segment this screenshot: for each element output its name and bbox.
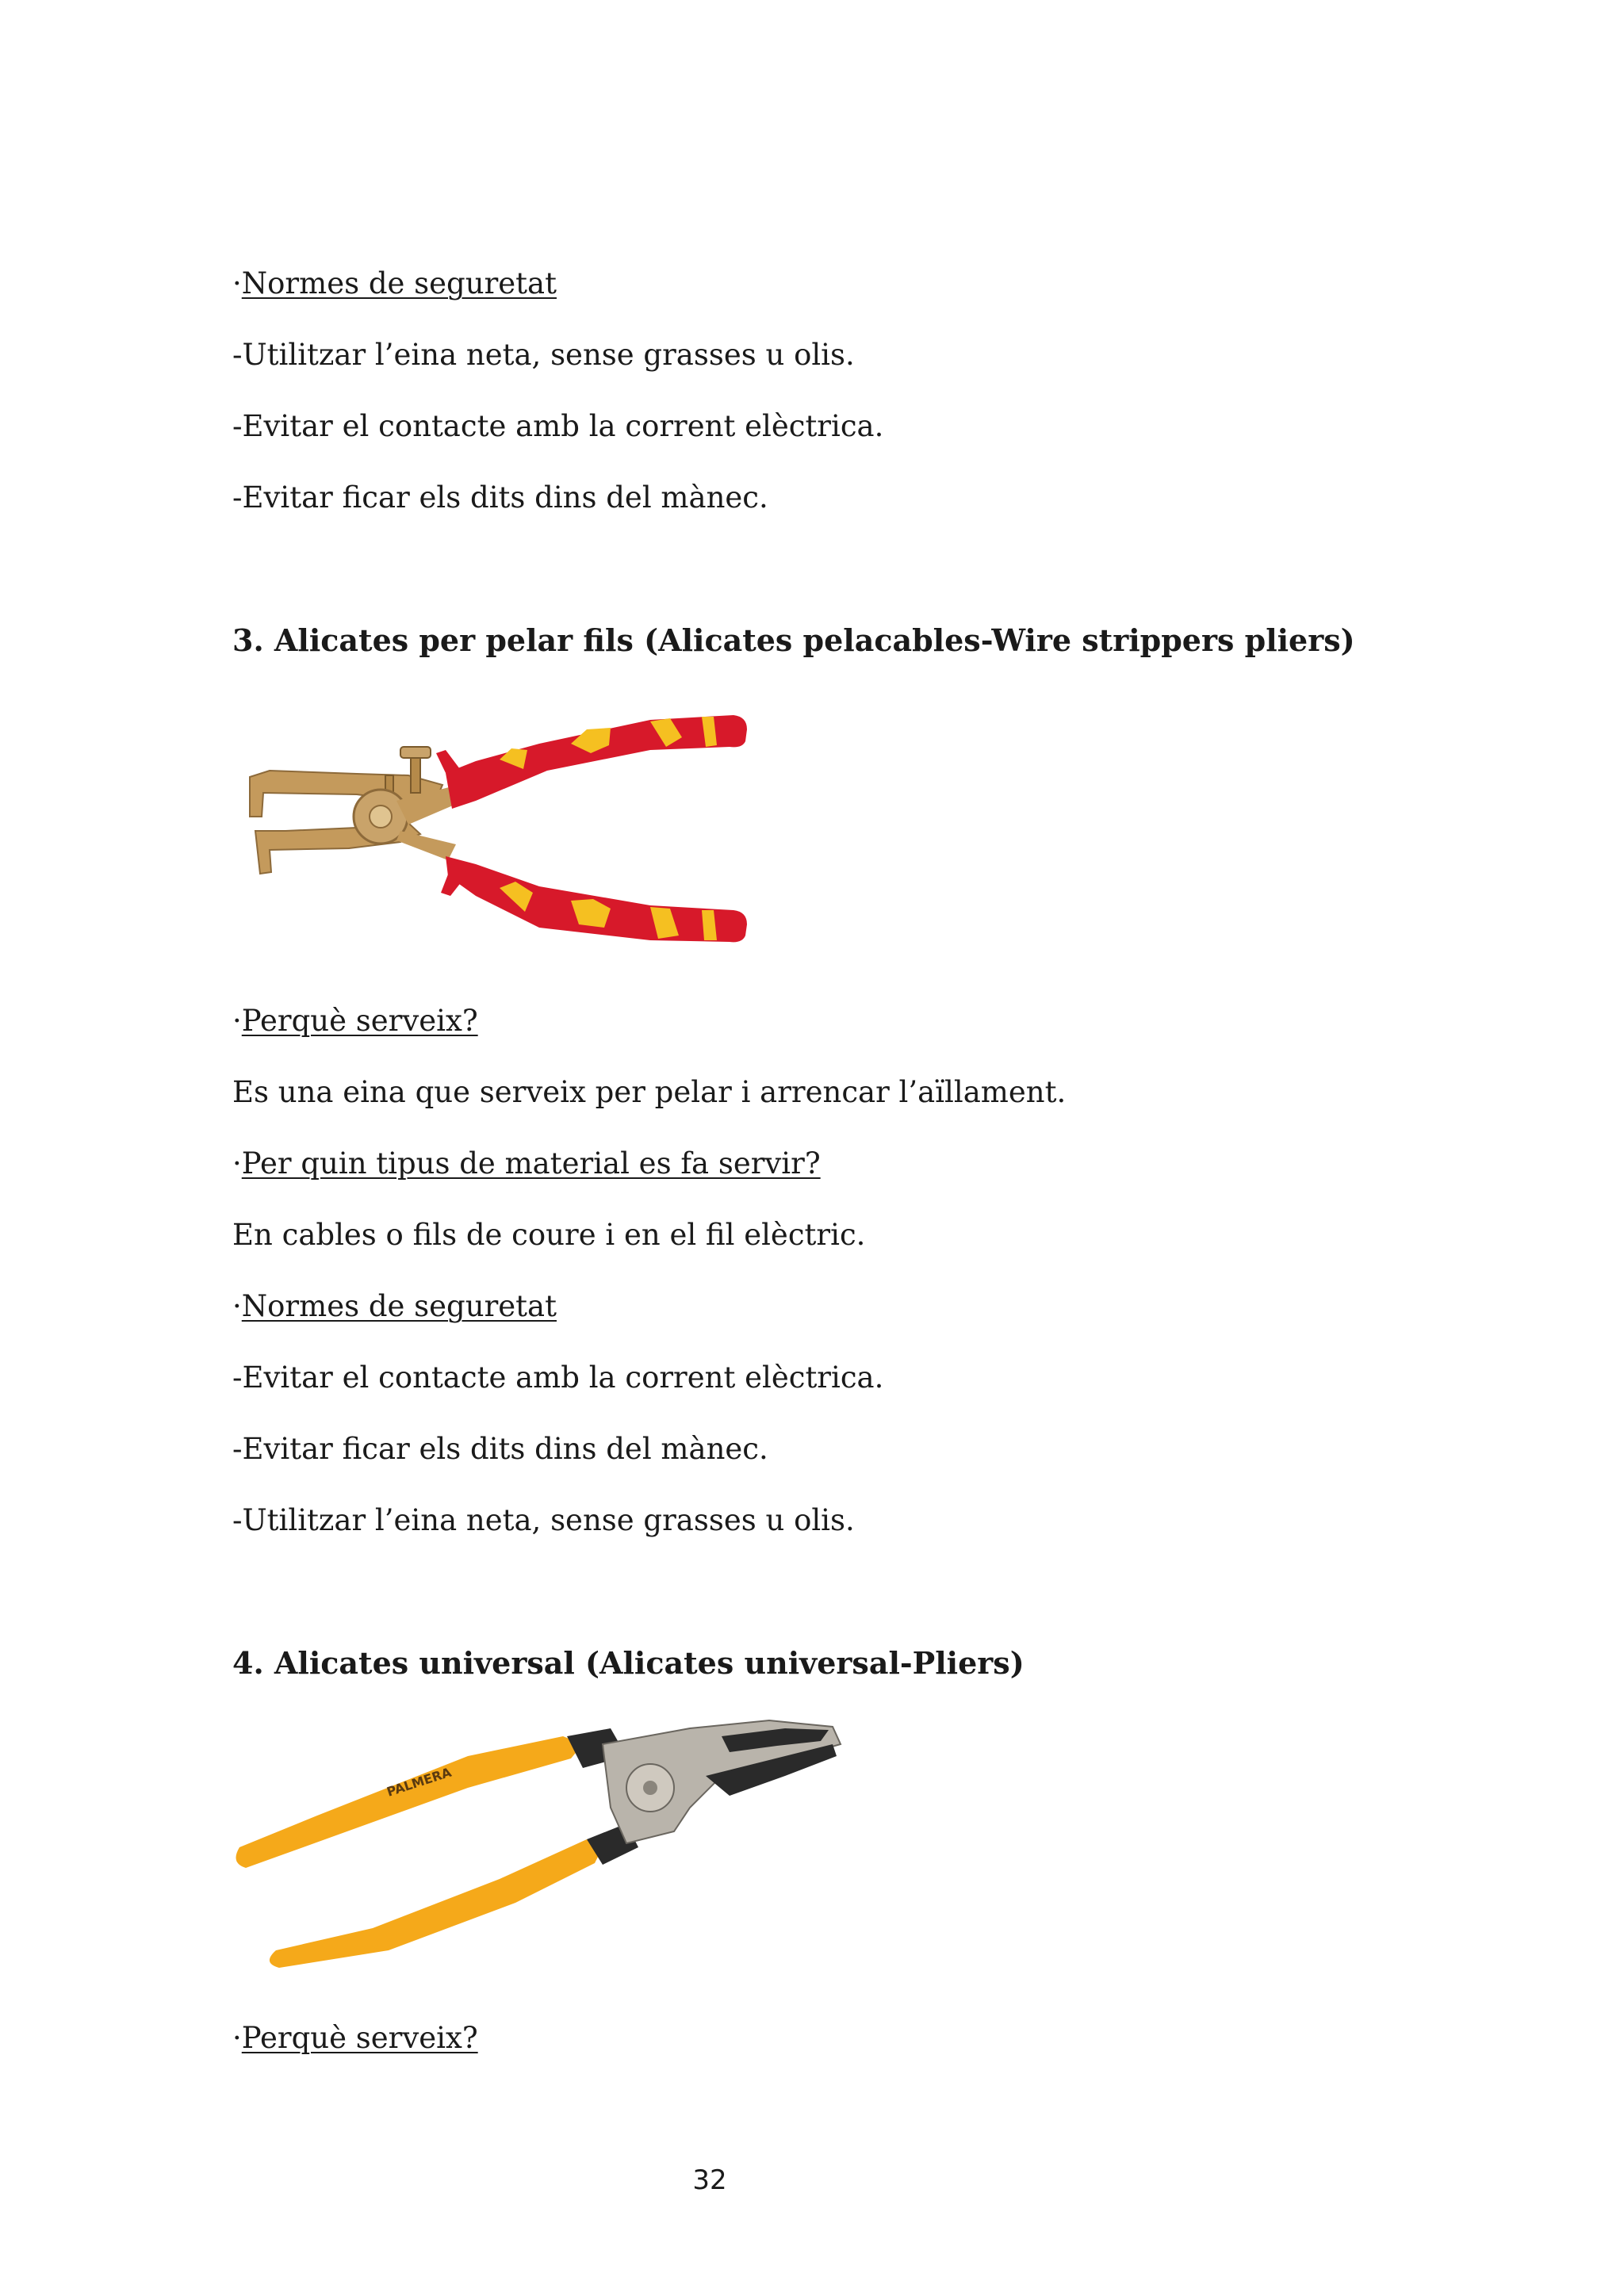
page-number: 32	[692, 2164, 727, 2196]
section3-answer-use: Es una eina que serveix per pelar i arrencar l’aïllament.	[232, 1075, 1067, 1109]
wire-stripper-pliers-image	[238, 698, 761, 959]
section3-question-use: ·Perquè serveix?	[232, 1004, 478, 1038]
section2-rule-3: -Evitar ficar els dits dins del mànec.	[232, 480, 768, 515]
section2-rule-2: -Evitar el contacte amb la corrent elèctrica.	[232, 409, 884, 443]
section3-rule-3: -Utilitzar l’eina neta, sense grasses u olis.	[232, 1503, 855, 1537]
section3-question-material: ·Per quin tipus de material es fa servir?	[232, 1146, 821, 1181]
section2-safety-heading: ·Normes de seguretat	[232, 266, 557, 300]
section2-safety-title: Normes de seguretat	[241, 266, 557, 300]
section3-safety-heading: ·Normes de seguretat	[232, 1289, 557, 1323]
section3-answer-material: En cables o fils de coure i en el fil elèctric.	[232, 1218, 866, 1252]
pliers-brand-label: PALMERA	[385, 1764, 454, 1800]
section3-rule-1: -Evitar el contacte amb la corrent elèctrica.	[232, 1360, 884, 1395]
section2-rule-1: -Utilitzar l’eina neta, sense grasses u olis.	[232, 338, 855, 372]
section3-heading: 3. Alicates per pelar fils (Alicates pelacables-Wire strippers pliers)	[232, 622, 1355, 658]
section3-rule-2: -Evitar ficar els dits dins del mànec.	[232, 1432, 768, 1466]
section4-question-use: ·Perquè serveix?	[232, 2021, 478, 2055]
universal-pliers-image	[230, 1712, 848, 1974]
section4-heading: 4. Alicates universal (Alicates universal-Pliers)	[232, 1645, 1025, 1681]
